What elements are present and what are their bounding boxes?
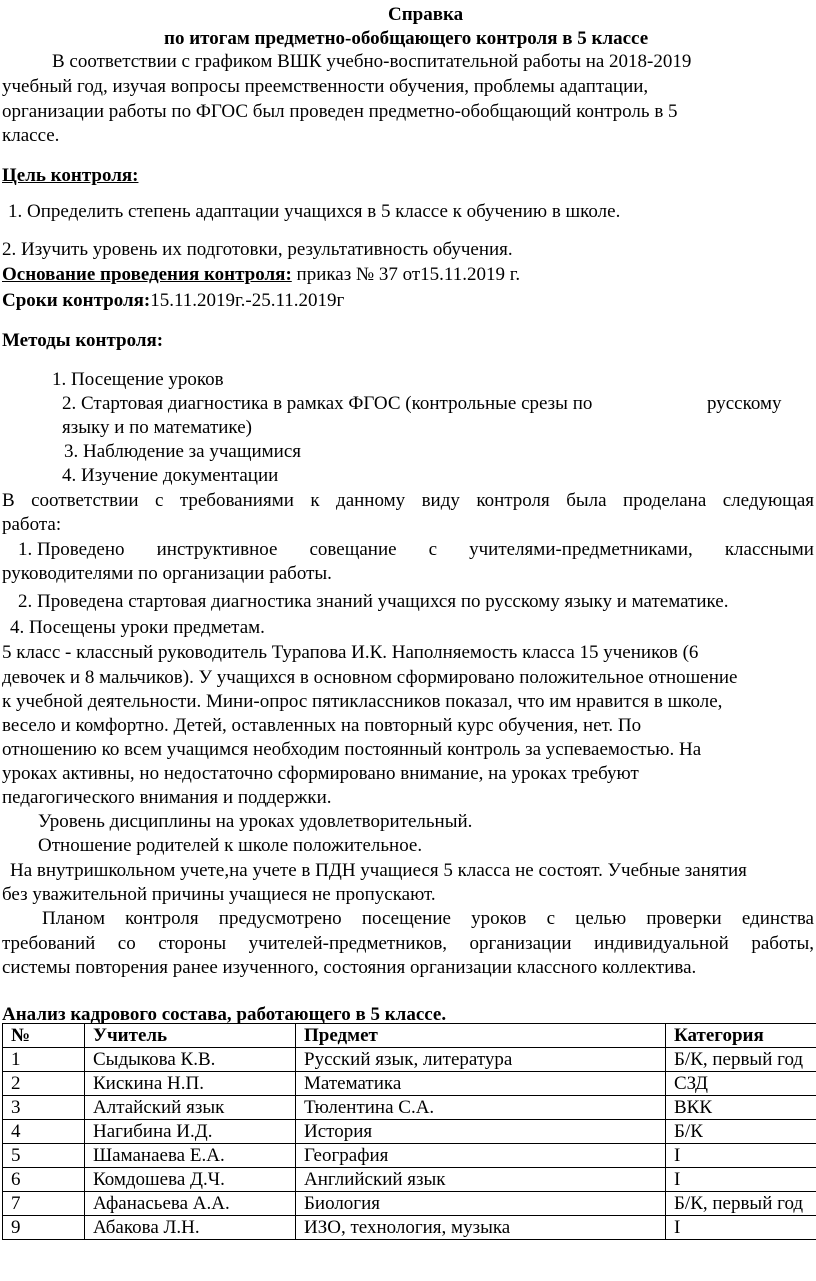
work-item-1-cont: руководителями по организации работы. [2, 563, 332, 584]
header-teacher: Учитель [85, 1024, 296, 1048]
body-line-4: весело и комфортно. Детей, оставленных на повторный курс обучения, нет. По [2, 715, 642, 736]
terms-label: Сроки контроля: [2, 290, 151, 311]
register-line-1: На внутришкольном учете,на учете в ПДН учащиеся 5 класса не состоят. Учебные занятия [10, 860, 747, 881]
work-word: учителями-предметниками, [469, 539, 693, 560]
goal-1: 1. Определить степень адаптации учащихся в 5 классе к обучению в школе. [8, 201, 621, 222]
work-item-1 [18, 538, 814, 562]
method-4: 4. Изучение документации [62, 465, 279, 486]
cell-subject: Английский язык [296, 1168, 666, 1192]
cell-subject: ИЗО, технология, музыка [296, 1216, 666, 1240]
cell-number: 2 [3, 1072, 85, 1096]
cell-category: СЗД [666, 1072, 816, 1096]
parents-line: Отношение родителей к школе положительное. [38, 835, 423, 856]
plan-line-3: системы повторения ранее изученного, состояния организации классного коллектива. [2, 957, 697, 978]
table-row [3, 1048, 816, 1072]
methods-heading: Методы контроля: [2, 330, 164, 351]
discipline-line: Уровень дисциплины на уроках удовлетворительный. [38, 811, 473, 832]
method-2-word: русскому [707, 393, 782, 414]
terms-value: 15.11.2019г.-25.11.2019г [150, 290, 345, 311]
method-1: 1. Посещение уроков [52, 369, 224, 390]
table-row [3, 1168, 816, 1192]
analysis-heading: Анализ кадрового состава, работающего в 5 классе. [2, 1004, 447, 1025]
work-word: классными [724, 539, 814, 560]
table-row [3, 1096, 816, 1120]
goal-2: 2. Изучить уровень их подготовки, результативность обучения. [2, 239, 513, 260]
basis-line [2, 263, 520, 287]
cell-category: Б/К, первый год [666, 1192, 816, 1216]
cell-teacher: Комдошева Д.Ч. [85, 1168, 296, 1192]
cell-teacher: Алтайский язык [85, 1096, 296, 1120]
basis-value: приказ № 37 от15.11.2019 г. [291, 264, 521, 285]
cell-teacher: Нагибина И.Д. [85, 1120, 296, 1144]
work-item-2: 2. Проведена стартовая диагностика знаний учащихся по русскому языку и математике. [18, 591, 729, 612]
cell-teacher: Афанасьева А.А. [85, 1192, 296, 1216]
cell-subject: История [296, 1120, 666, 1144]
cell-teacher: Сыдыкова К.В. [85, 1048, 296, 1072]
register-line-2: без уважительной причины учащиеся не пропускают. [2, 884, 436, 905]
work-word: совещание [309, 539, 397, 560]
body-line-1: 5 класс - классный руководитель Турапова И.К. Наполняемость класса 15 учеников (6 [2, 642, 699, 663]
intro-line-3: организации работы по ФГОС был проведен предметно-обобщающий контроль в 5 [2, 101, 678, 122]
terms-line [2, 289, 344, 313]
work-word: инструктивное [156, 539, 278, 560]
doc-title: Справка [388, 4, 464, 25]
cell-number: 1 [3, 1048, 85, 1072]
plan-line-1: Планом контроля предусмотрено посещение уроков с целью проверки единства [42, 908, 814, 929]
table-row [3, 1192, 816, 1216]
cell-number: 7 [3, 1192, 85, 1216]
method-2: 2. Стартовая диагностика в рамках ФГОС (контрольные срезы по [62, 393, 593, 414]
intro-line-1: В соответствии с графиком ВШК учебно-воспитательной работы на 2018-2019 [52, 51, 692, 72]
cell-category: I [666, 1144, 816, 1168]
staff-table [2, 1023, 816, 1240]
header-number: № [3, 1024, 85, 1048]
work-word: 1. Проведено [18, 539, 125, 560]
cell-category: Б/К, первый год [666, 1048, 816, 1072]
plan-line-2: требований со стороны учителей-предметников, организации индивидуальной работы, [2, 933, 814, 954]
method-2-cont: языку и по математике) [62, 417, 252, 438]
body-line-7: педагогического внимания и поддержки. [2, 787, 332, 808]
table-row [3, 1144, 816, 1168]
cell-number: 5 [3, 1144, 85, 1168]
cell-teacher: Абакова Л.Н. [85, 1216, 296, 1240]
work-intro: В соответствии с требованиями к данному виду контроля была проделана следующая [2, 490, 814, 511]
cell-subject: Биология [296, 1192, 666, 1216]
header-subject: Предмет [296, 1024, 666, 1048]
cell-category: I [666, 1168, 816, 1192]
goal-heading: Цель контроля: [2, 165, 139, 186]
cell-category: I [666, 1216, 816, 1240]
table-row [3, 1072, 816, 1096]
body-line-3: к учебной деятельности. Мини-опрос пятиклассников показал, что им нравится в школе, [2, 691, 723, 712]
cell-teacher: Шаманаева Е.А. [85, 1144, 296, 1168]
cell-subject: Математика [296, 1072, 666, 1096]
work-word: с [428, 539, 438, 560]
body-line-2: девочек и 8 мальчиков). У учащихся в основном сформировано положительное отношение [2, 667, 738, 688]
method-3: 3. Наблюдение за учащимися [64, 441, 302, 462]
cell-subject: Русский язык, литература [296, 1048, 666, 1072]
body-line-5: отношению ко всем учащимся необходим постоянный контроль за успеваемостью. На [2, 739, 702, 760]
intro-line-4: классе. [2, 125, 60, 146]
intro-line-2: учебный год, изучая вопросы преемственности обучения, проблемы адаптации, [2, 76, 649, 97]
cell-category: ВКК [666, 1096, 816, 1120]
body-line-6: уроках активны, но недостаточно сформировано внимание, на уроках требуют [2, 763, 639, 784]
table-row [3, 1216, 816, 1240]
cell-number: 4 [3, 1120, 85, 1144]
header-category: Категория [666, 1024, 816, 1048]
work-item-4: 4. Посещены уроки предметам. [10, 617, 265, 638]
table-header-row [3, 1024, 816, 1048]
work-intro-cont: работа: [2, 514, 62, 535]
cell-number: 9 [3, 1216, 85, 1240]
cell-subject: Тюлентина С.А. [296, 1096, 666, 1120]
cell-subject: География [296, 1144, 666, 1168]
cell-teacher: Кискина Н.П. [85, 1072, 296, 1096]
table-row [3, 1120, 816, 1144]
cell-category: Б/К [666, 1120, 816, 1144]
doc-subtitle: по итогам предметно-обобщающего контроля в 5 классе [164, 28, 649, 49]
cell-number: 3 [3, 1096, 85, 1120]
basis-label: Основание проведения контроля: [2, 264, 292, 285]
cell-number: 6 [3, 1168, 85, 1192]
